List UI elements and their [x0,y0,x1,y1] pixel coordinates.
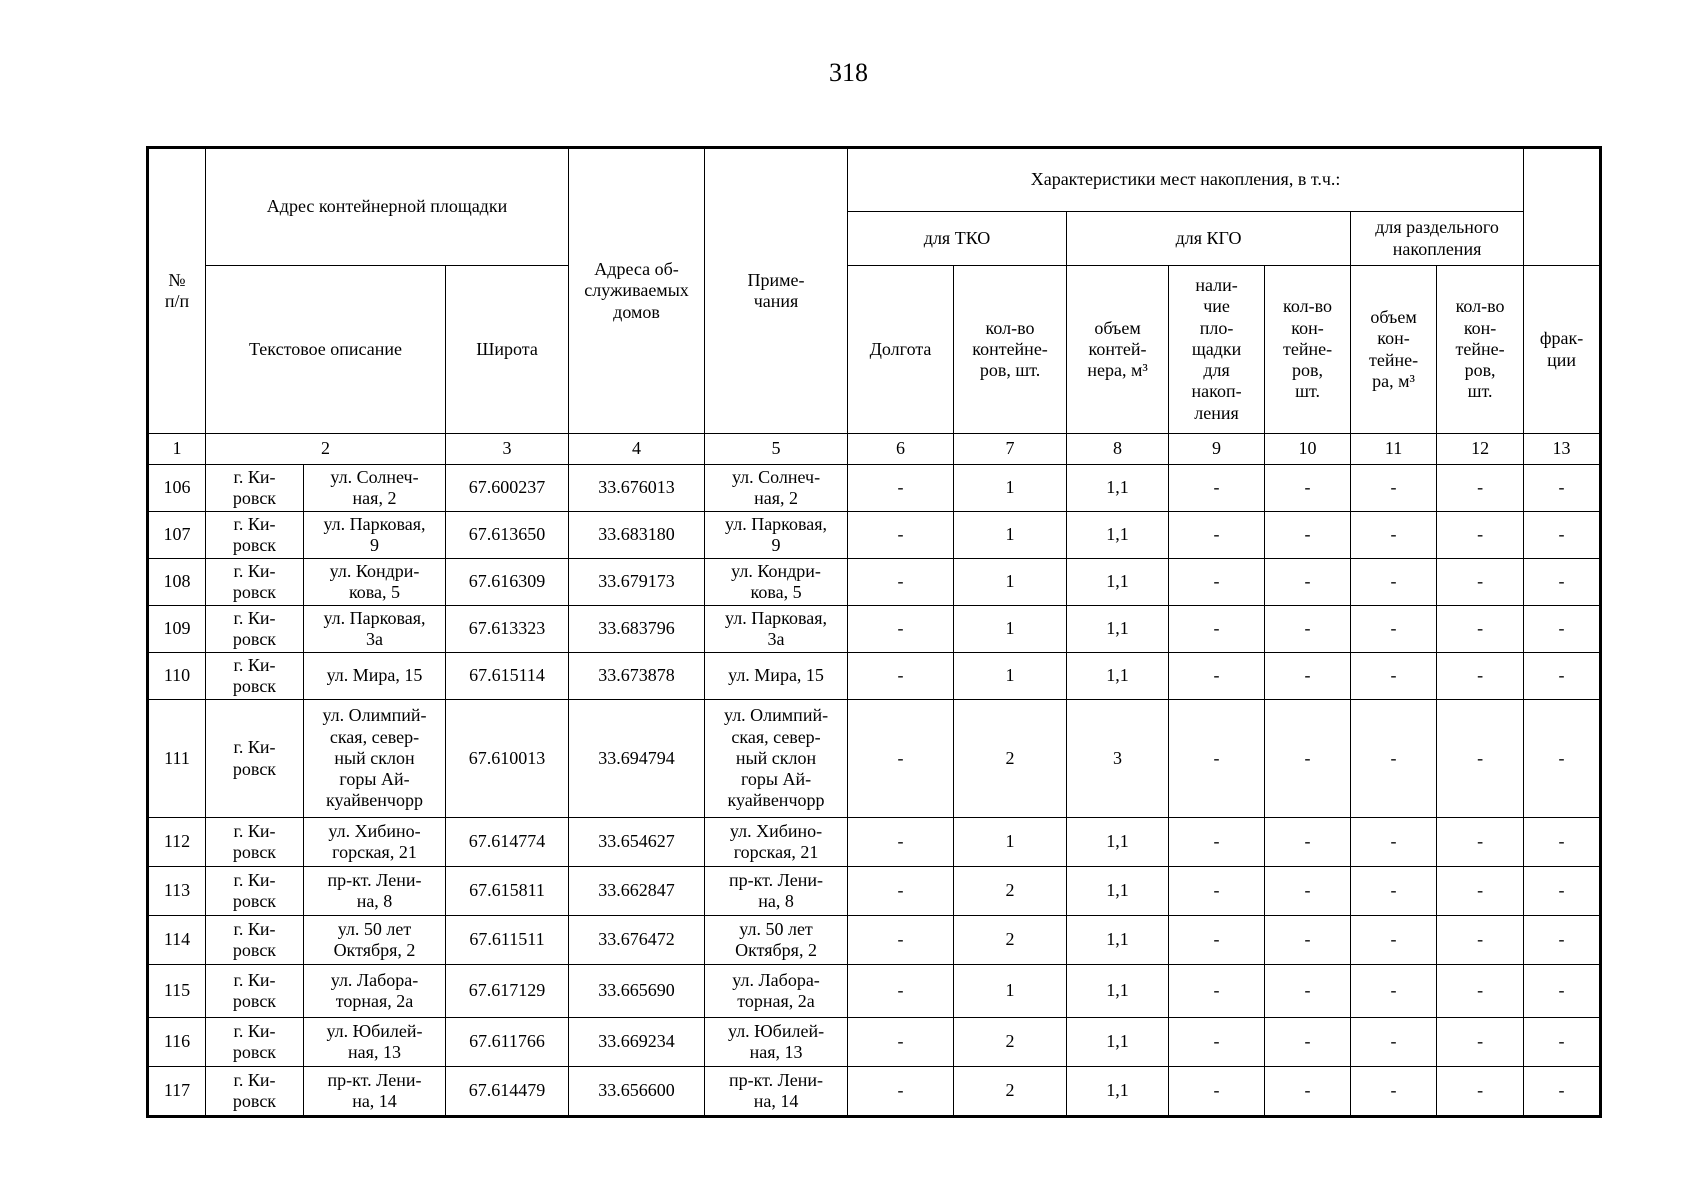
column-number: 3 [446,434,569,465]
row-sep-count: - [1437,606,1524,653]
row-tko-count: 1 [954,465,1067,512]
row-kgo-presence: - [1169,965,1265,1018]
row-tko-count: 2 [954,1018,1067,1067]
row-kgo-volume: - [1351,965,1437,1018]
row-street: ул. Кондри- кова, 5 [304,559,446,606]
column-number: 11 [1351,434,1437,465]
row-tko-count: 1 [954,818,1067,867]
row-kgo-count: - [1265,818,1351,867]
header-tko-volume: объем контей- нера, м³ [1067,266,1169,434]
row-city: г. Ки- ровск [206,867,304,916]
row-longitude: 33.656600 [569,1067,705,1117]
row-kgo-presence: - [1169,559,1265,606]
table-row [148,1067,1601,1117]
row-kgo-presence: - [1169,1018,1265,1067]
row-tko-volume: 1,1 [1067,559,1169,606]
column-number: 7 [954,434,1067,465]
row-number: 112 [148,818,206,867]
row-served-houses: ул. Олимпий- ская, север- ный склон горы Ай- куайвенчорр [705,700,848,818]
header-kgo: для КГО [1067,212,1351,266]
row-tko-count: 1 [954,965,1067,1018]
row-sep-fraction: - [1524,606,1601,653]
row-note: - [848,653,954,700]
column-number: 5 [705,434,848,465]
row-kgo-volume: - [1351,1018,1437,1067]
row-kgo-count: - [1265,559,1351,606]
header-served-houses: Адреса об- служиваемых домов [569,148,705,434]
row-served-houses: ул. Парковая, 9 [705,512,848,559]
row-city: г. Ки- ровск [206,916,304,965]
row-longitude: 33.669234 [569,1018,705,1067]
row-kgo-count: - [1265,512,1351,559]
row-longitude: 33.665690 [569,965,705,1018]
row-longitude: 33.673878 [569,653,705,700]
row-tko-count: 2 [954,700,1067,818]
row-tko-volume: 3 [1067,700,1169,818]
row-kgo-count: - [1265,965,1351,1018]
row-street: пр-кт. Лени- на, 14 [304,1067,446,1117]
table-row [148,916,1601,965]
row-sep-fraction: - [1524,653,1601,700]
row-note: - [848,965,954,1018]
row-latitude: 67.600237 [446,465,569,512]
row-kgo-presence: - [1169,818,1265,867]
row-note: - [848,606,954,653]
column-number-row [148,434,1601,465]
row-note: - [848,867,954,916]
row-kgo-count: - [1265,700,1351,818]
row-sep-fraction: - [1524,512,1601,559]
row-kgo-volume: - [1351,1067,1437,1117]
row-tko-count: 1 [954,512,1067,559]
column-number: 8 [1067,434,1169,465]
row-tko-count: 1 [954,606,1067,653]
row-street: ул. Лабора- торная, 2а [304,965,446,1018]
row-city: г. Ки- ровск [206,1018,304,1067]
row-tko-count: 2 [954,1067,1067,1117]
table-row [148,653,1601,700]
row-tko-count: 2 [954,916,1067,965]
row-kgo-volume: - [1351,512,1437,559]
row-latitude: 67.617129 [446,965,569,1018]
row-tko-volume: 1,1 [1067,465,1169,512]
row-longitude: 33.676472 [569,916,705,965]
row-sep-fraction: - [1524,700,1601,818]
row-kgo-volume: - [1351,606,1437,653]
column-number: 10 [1265,434,1351,465]
row-sep-count: - [1437,465,1524,512]
row-street: пр-кт. Лени- на, 8 [304,867,446,916]
row-number: 109 [148,606,206,653]
row-kgo-volume: - [1351,700,1437,818]
row-kgo-count: - [1265,653,1351,700]
header-longitude: Долгота [848,266,954,434]
registry-table [146,146,1602,1118]
table-row [148,512,1601,559]
row-tko-volume: 1,1 [1067,1067,1169,1117]
row-kgo-presence: - [1169,1067,1265,1117]
table-row [148,559,1601,606]
row-kgo-presence: - [1169,867,1265,916]
row-note: - [848,700,954,818]
row-kgo-volume: - [1351,916,1437,965]
row-longitude: 33.683180 [569,512,705,559]
column-number: 1 [148,434,206,465]
table-row [148,867,1601,916]
row-kgo-count: - [1265,1018,1351,1067]
row-kgo-volume: - [1351,559,1437,606]
table-row [148,465,1601,512]
row-tko-count: 1 [954,653,1067,700]
row-kgo-presence: - [1169,465,1265,512]
row-tko-volume: 1,1 [1067,867,1169,916]
row-latitude: 67.610013 [446,700,569,818]
header-separate: для раздельного накопления [1351,212,1524,266]
row-street: ул. 50 лет Октября, 2 [304,916,446,965]
row-sep-count: - [1437,653,1524,700]
row-note: - [848,916,954,965]
row-number: 115 [148,965,206,1018]
header-sep-count: кол-во кон- тейне- ров, шт. [1437,266,1524,434]
header-num: № п/п [148,148,206,434]
column-number: 2 [206,434,446,465]
row-tko-volume: 1,1 [1067,965,1169,1018]
row-latitude: 67.613323 [446,606,569,653]
row-sep-fraction: - [1524,1018,1601,1067]
row-number: 114 [148,916,206,965]
row-street: ул. Мира, 15 [304,653,446,700]
row-number: 117 [148,1067,206,1117]
row-kgo-count: - [1265,465,1351,512]
row-tko-volume: 1,1 [1067,916,1169,965]
row-longitude: 33.662847 [569,867,705,916]
header-kgo-volume: объем кон- тейне- ра, м³ [1351,266,1437,434]
column-number: 6 [848,434,954,465]
row-number: 110 [148,653,206,700]
row-tko-volume: 1,1 [1067,653,1169,700]
row-kgo-count: - [1265,867,1351,916]
header-tko: для ТКО [848,212,1067,266]
row-number: 116 [148,1018,206,1067]
row-city: г. Ки- ровск [206,512,304,559]
row-sep-count: - [1437,818,1524,867]
row-city: г. Ки- ровск [206,653,304,700]
row-kgo-volume: - [1351,818,1437,867]
table-row [148,700,1601,818]
row-sep-fraction: - [1524,818,1601,867]
row-sep-count: - [1437,700,1524,818]
header-latitude: Широта [446,266,569,434]
row-city: г. Ки- ровск [206,606,304,653]
table-row [148,965,1601,1018]
row-sep-count: - [1437,1018,1524,1067]
row-number: 113 [148,867,206,916]
column-number: 4 [569,434,705,465]
row-tko-count: 1 [954,559,1067,606]
table-row [148,606,1601,653]
row-street: ул. Парковая, 3а [304,606,446,653]
row-served-houses: ул. Лабора- торная, 2а [705,965,848,1018]
row-tko-volume: 1,1 [1067,818,1169,867]
row-note: - [848,559,954,606]
page-number: 318 [829,58,868,87]
row-kgo-presence: - [1169,700,1265,818]
row-longitude: 33.679173 [569,559,705,606]
row-note: - [848,818,954,867]
row-tko-count: 2 [954,867,1067,916]
row-sep-count: - [1437,512,1524,559]
row-kgo-volume: - [1351,465,1437,512]
row-sep-count: - [1437,965,1524,1018]
row-number: 107 [148,512,206,559]
column-number: 9 [1169,434,1265,465]
table-body [148,465,1601,1117]
row-served-houses: ул. Юбилей- ная, 13 [705,1018,848,1067]
row-kgo-count: - [1265,1067,1351,1117]
row-tko-volume: 1,1 [1067,606,1169,653]
row-street: ул. Парковая, 9 [304,512,446,559]
row-tko-volume: 1,1 [1067,1018,1169,1067]
row-kgo-count: - [1265,606,1351,653]
row-sep-fraction: - [1524,559,1601,606]
row-note: - [848,1018,954,1067]
row-tko-volume: 1,1 [1067,512,1169,559]
row-note: - [848,512,954,559]
row-kgo-count: - [1265,916,1351,965]
row-kgo-presence: - [1169,512,1265,559]
row-city: г. Ки- ровск [206,700,304,818]
table-header [148,148,1601,465]
row-latitude: 67.614479 [446,1067,569,1117]
row-sep-fraction: - [1524,867,1601,916]
row-served-houses: ул. Хибино- горская, 21 [705,818,848,867]
row-number: 111 [148,700,206,818]
column-number: 12 [1437,434,1524,465]
row-sep-fraction: - [1524,1067,1601,1117]
header-kgo-presence: нали- чие пло- щадки для накоп- ления [1169,266,1265,434]
row-city: г. Ки- ровск [206,818,304,867]
row-note: - [848,465,954,512]
row-latitude: 67.616309 [446,559,569,606]
row-sep-count: - [1437,867,1524,916]
row-street: ул. Хибино- горская, 21 [304,818,446,867]
row-sep-count: - [1437,1067,1524,1117]
row-kgo-presence: - [1169,653,1265,700]
row-served-houses: ул. 50 лет Октября, 2 [705,916,848,965]
row-sep-fraction: - [1524,965,1601,1018]
row-longitude: 33.683796 [569,606,705,653]
row-latitude: 67.615811 [446,867,569,916]
row-sep-fraction: - [1524,916,1601,965]
row-street: ул. Солнеч- ная, 2 [304,465,446,512]
row-latitude: 67.615114 [446,653,569,700]
header-kgo-count: кол-во кон- тейне- ров, шт. [1265,266,1351,434]
row-served-houses: ул. Мира, 15 [705,653,848,700]
row-kgo-volume: - [1351,867,1437,916]
row-number: 106 [148,465,206,512]
row-number: 108 [148,559,206,606]
header-notes: Приме- чания [705,148,848,434]
row-longitude: 33.676013 [569,465,705,512]
row-longitude: 33.694794 [569,700,705,818]
row-served-houses: ул. Кондри- кова, 5 [705,559,848,606]
row-street: ул. Олимпий- ская, север- ный склон горы Ай- куайвенчорр [304,700,446,818]
header-text-description: Текстовое описание [206,266,446,434]
row-served-houses: пр-кт. Лени- на, 14 [705,1067,848,1117]
header-tko-count: кол-во контейне- ров, шт. [954,266,1067,434]
row-kgo-presence: - [1169,916,1265,965]
row-sep-fraction: - [1524,465,1601,512]
row-city: г. Ки- ровск [206,465,304,512]
row-longitude: 33.654627 [569,818,705,867]
row-city: г. Ки- ровск [206,965,304,1018]
row-city: г. Ки- ровск [206,559,304,606]
row-latitude: 67.613650 [446,512,569,559]
row-latitude: 67.611766 [446,1018,569,1067]
row-served-houses: ул. Парковая, 3а [705,606,848,653]
row-served-houses: ул. Солнеч- ная, 2 [705,465,848,512]
row-latitude: 67.611511 [446,916,569,965]
row-sep-count: - [1437,916,1524,965]
row-street: ул. Юбилей- ная, 13 [304,1018,446,1067]
column-number: 13 [1524,434,1601,465]
row-sep-count: - [1437,559,1524,606]
table-row [148,818,1601,867]
header-characteristics: Характеристики мест накопления, в т.ч.: [848,148,1524,212]
header-sep-fraction: фрак- ции [1524,266,1601,434]
header-address-group: Адрес контейнерной площадки [206,148,569,266]
row-city: г. Ки- ровск [206,1067,304,1117]
row-latitude: 67.614774 [446,818,569,867]
row-kgo-volume: - [1351,653,1437,700]
row-note: - [848,1067,954,1117]
row-served-houses: пр-кт. Лени- на, 8 [705,867,848,916]
table-row [148,1018,1601,1067]
row-kgo-presence: - [1169,606,1265,653]
